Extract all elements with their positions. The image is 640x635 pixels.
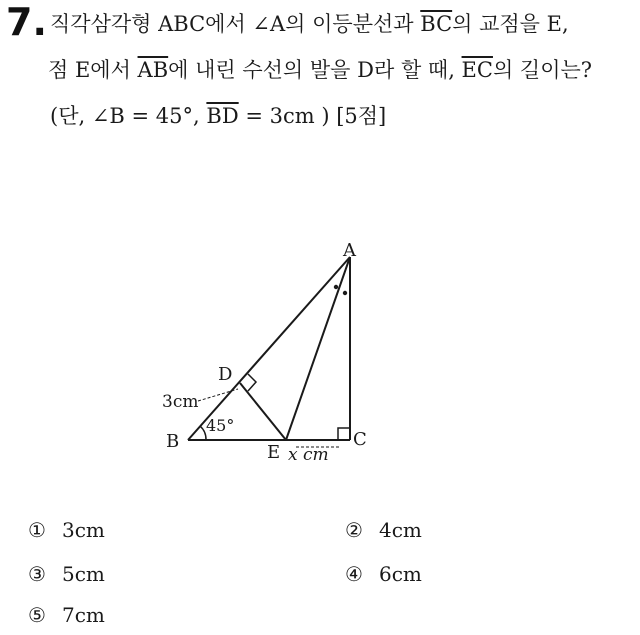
question-number: 7. (6, 0, 47, 44)
condition-text: (단, ∠B = 45°, (50, 104, 207, 128)
choice-3[interactable] (28, 561, 105, 587)
bisector-ae (286, 257, 350, 440)
label-bd-length: 3cm (162, 392, 199, 412)
question-line-1 (50, 10, 569, 38)
question-text: 직각삼각형 ABC에서 ∠A의 이등분선과 (50, 12, 421, 36)
choice-marker: ⑤ (28, 603, 46, 627)
label-angle-b: 45° (206, 416, 235, 435)
question-text: 점 E에서 (48, 58, 138, 82)
question-text: 에 내린 수선의 발을 D라 할 때, (168, 58, 462, 82)
right-angle-mark-d (248, 374, 256, 391)
angle-dot-1 (334, 285, 338, 289)
question-text: 의 길이는? (492, 58, 593, 82)
choice-4[interactable] (345, 561, 422, 587)
choice-5[interactable] (28, 602, 105, 628)
segment-ab: $\overline{AB}$ (137, 58, 169, 82)
label-ec-length: x cm (288, 445, 329, 465)
condition-text: = 3cm ) [5점] (238, 104, 387, 128)
choice-marker: ③ (28, 562, 46, 586)
bd-dimension-line (198, 389, 238, 401)
question-line-2 (48, 56, 592, 84)
choice-text: 5cm (62, 562, 105, 586)
perpendicular-de (240, 383, 286, 440)
segment-ec: $\overline{EC}$ (461, 58, 493, 82)
right-angle-mark-c (338, 428, 350, 440)
label-c: C (353, 429, 367, 450)
choice-marker: ① (28, 518, 46, 542)
label-d: D (218, 364, 233, 385)
choice-marker: ② (345, 518, 363, 542)
label-a: A (343, 240, 356, 261)
side-ab (188, 257, 350, 440)
question-condition (50, 102, 386, 130)
label-e: E (267, 442, 281, 463)
choice-text: 7cm (62, 603, 105, 627)
choice-text: 3cm (62, 518, 105, 542)
choice-text: 6cm (379, 562, 422, 586)
choice-text: 4cm (379, 518, 422, 542)
angle-dot-2 (343, 291, 347, 295)
segment-bc: $\overline{BC}$ (420, 12, 453, 36)
triangle-figure (150, 225, 390, 475)
choice-marker: ④ (345, 562, 363, 586)
label-b: B (166, 431, 180, 452)
question-text: 의 교점을 E, (452, 12, 569, 36)
choice-2[interactable] (345, 517, 422, 543)
choice-1[interactable] (28, 517, 105, 543)
segment-bd: $\overline{BD}$ (206, 104, 239, 128)
